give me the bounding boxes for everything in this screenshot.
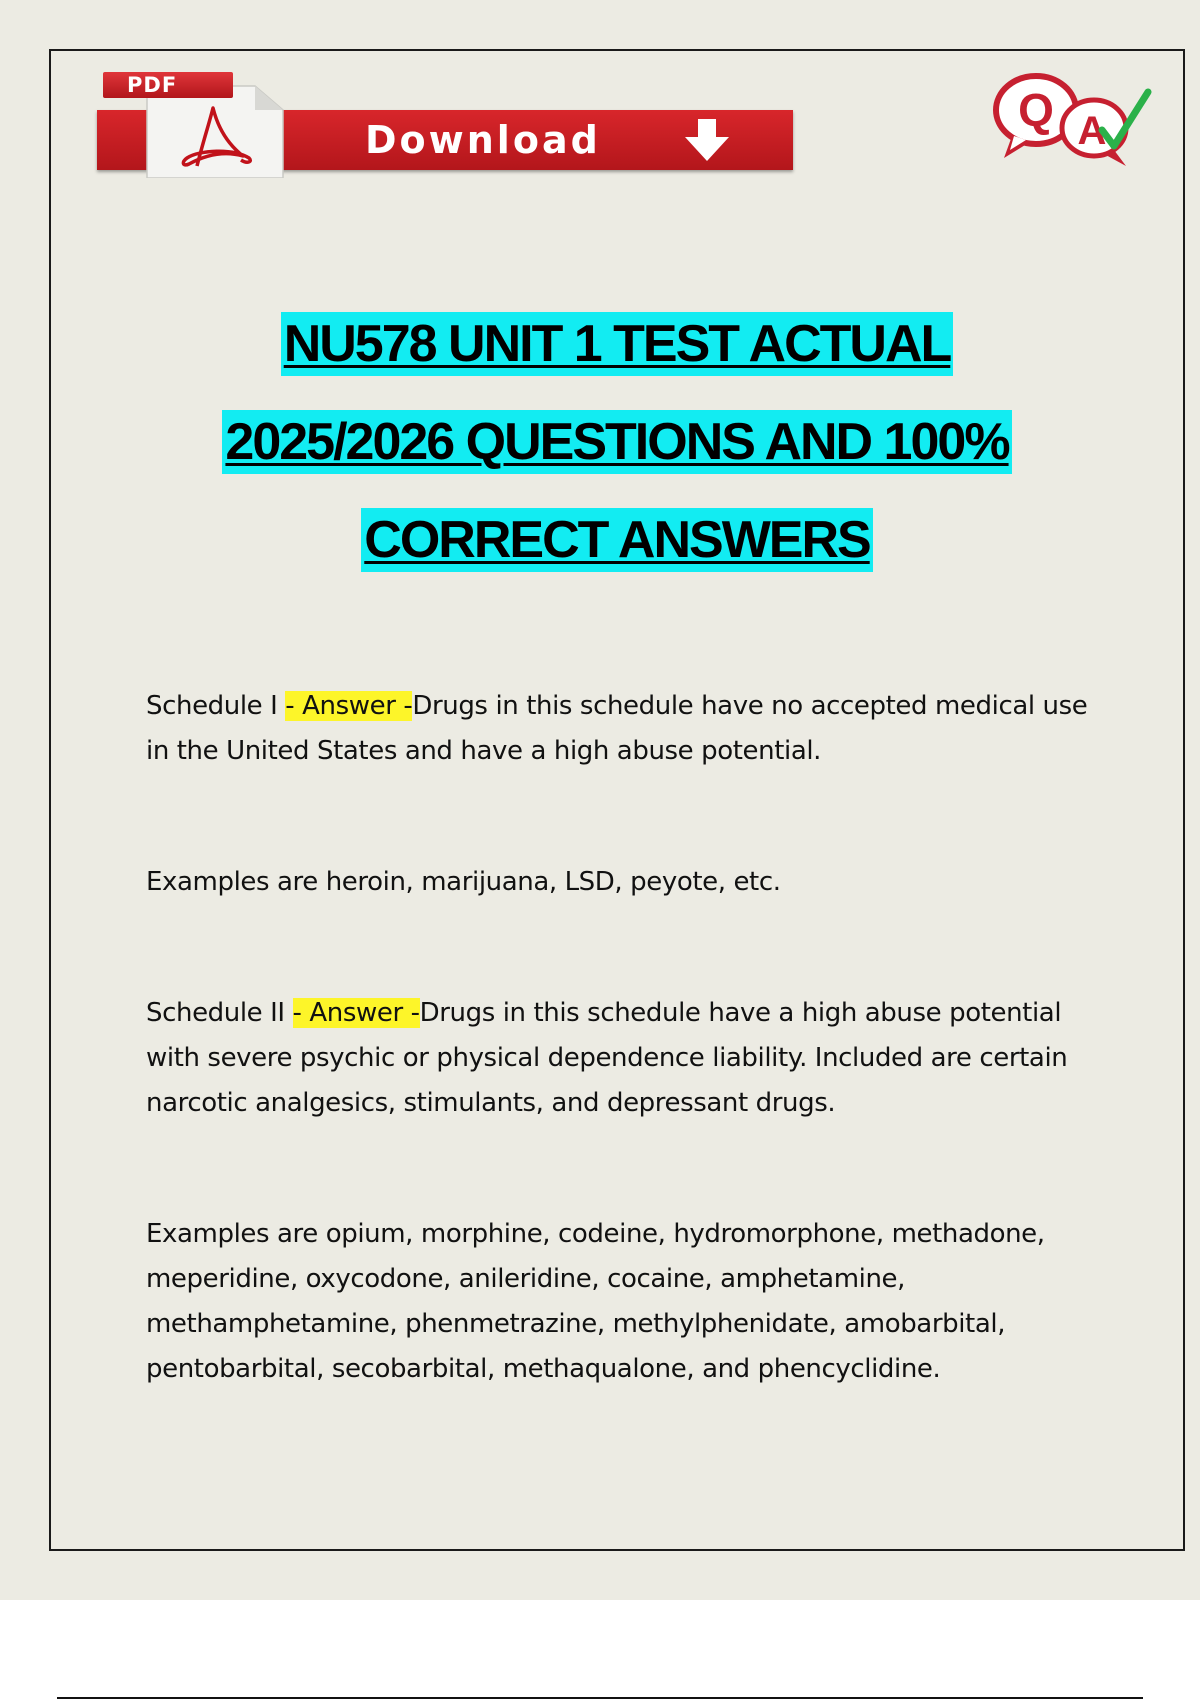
entry-answer: Drugs in this schedule have a high abuse potential with severe psychic or physical dependence liability. Included are certain narcotic analgesics, stimulants, and depressant drugs.: [146, 998, 1068, 1118]
pdf-download-banner[interactable]: [97, 72, 793, 178]
q-letter: Q: [1018, 84, 1054, 136]
answer-marker: - Answer -: [285, 691, 413, 721]
document-body: [146, 684, 1096, 1392]
qa-logo-icon: [990, 70, 1158, 170]
title-line-3: CORRECT ANSWERS: [361, 508, 872, 572]
answer-marker: - Answer -: [292, 998, 420, 1028]
entry-term: Schedule II: [146, 998, 293, 1028]
qa-entry-schedule-1: [146, 684, 1096, 774]
entry-answer: Drugs in this schedule have no accepted medical use in the United States and have a high abuse potential.: [146, 691, 1088, 766]
title-line: [49, 312, 1185, 376]
entry-term: Schedule I: [146, 691, 286, 721]
document-title: [49, 312, 1185, 606]
footer-rule: [57, 1697, 1143, 1699]
qa-check-logo: [990, 70, 1158, 170]
examples-paragraph-1: Examples are heroin, marijuana, LSD, peyote, etc.: [146, 867, 781, 897]
download-arrow-icon: [681, 117, 733, 163]
pdf-tab-label: PDF: [127, 73, 178, 97]
examples-paragraph-2: Examples are opium, morphine, codeine, hydromorphone, methadone, meperidine, oxycodone, anileridine, cocaine, amphetamine, methamphetamine, phenmetrazine, methylphenidate, amobarbital, pentobarbital, secobarbital, methaqualone, and phencyclidine.: [146, 1219, 1045, 1384]
title-line: [49, 410, 1185, 474]
title-line: [49, 508, 1185, 572]
qa-entry-schedule-2: [146, 991, 1096, 1126]
title-line-1: NU578 UNIT 1 TEST ACTUAL: [281, 312, 954, 376]
title-line-2: 2025/2026 QUESTIONS AND 100%: [222, 410, 1011, 474]
a-letter: A: [1077, 109, 1107, 153]
download-label: Download: [365, 118, 601, 162]
